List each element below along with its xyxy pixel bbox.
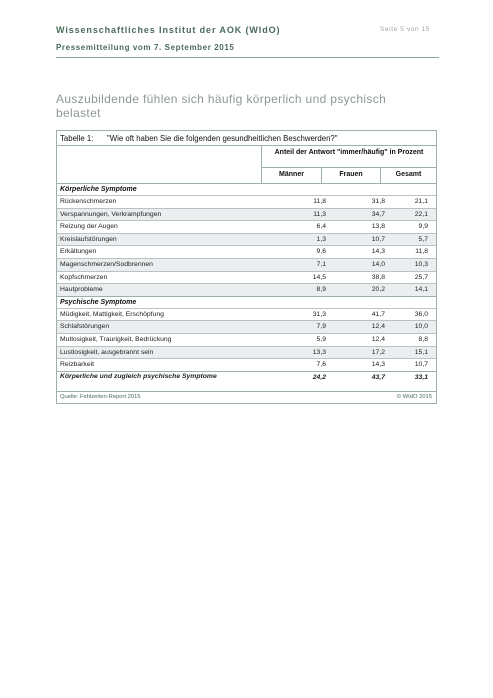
row-label: Lustlosigkeit, ausgebrannt sein: [60, 348, 154, 356]
cell-gesamt: 33,1: [414, 373, 428, 381]
table-row-total: [57, 371, 436, 391]
cell-maenner: 6,4: [316, 223, 326, 231]
table-footer: [57, 391, 436, 403]
table-row: [57, 245, 436, 258]
table-row: [57, 333, 436, 346]
cell-frauen: 41,7: [371, 310, 385, 318]
row-label: Schlafstörungen: [60, 323, 110, 331]
cell-maenner: 11,3: [313, 210, 326, 218]
table-row: [57, 258, 436, 271]
table-group-header: Anteil der Antwort "immer/häufig" in Prozent: [262, 146, 436, 168]
row-label: Mutlosigkeit, Traurigkeit, Bedrückung: [60, 335, 172, 343]
row-label: Kreislaufstörungen: [60, 235, 117, 243]
header-divider: [56, 57, 439, 58]
table-section-title: Psychische Symptome: [57, 296, 436, 308]
cell-gesamt: 10,0: [414, 323, 428, 331]
press-release-date: Pressemitteilung vom 7. September 2015: [56, 43, 235, 52]
table-row: [57, 358, 436, 371]
table-row: [57, 283, 436, 296]
cell-frauen: 38,8: [371, 273, 385, 281]
table-row: [57, 220, 436, 233]
symptoms-table: [56, 130, 437, 404]
cell-maenner: 8,9: [316, 286, 326, 294]
cell-gesamt: 5,7: [418, 235, 428, 243]
row-label: Erkältungen: [60, 248, 97, 256]
column-header-maenner: Männer: [279, 171, 304, 178]
cell-gesamt: 15,1: [414, 348, 428, 356]
row-label: Müdigkeit, Mattigkeit, Erschöpfung: [60, 310, 164, 318]
cell-frauen: 43,7: [371, 373, 385, 381]
cell-gesamt: 22,1: [414, 210, 428, 218]
cell-frauen: 12,4: [371, 323, 385, 331]
cell-maenner: 14,5: [312, 273, 326, 281]
cell-frauen: 14,0: [371, 260, 385, 268]
table-caption-text: "Wie oft haben Sie die folgenden gesundheitlichen Beschwerden?": [107, 134, 338, 143]
table-source: Quelle: Fehlzeiten-Report 2015: [60, 393, 141, 400]
cell-maenner: 7,9: [316, 323, 326, 331]
institute-name: Wissenschaftliches Institut der AOK (WIdO): [56, 25, 281, 35]
cell-gesamt: 25,7: [414, 273, 428, 281]
cell-frauen: 34,7: [371, 210, 385, 218]
cell-frauen: 31,8: [371, 198, 385, 205]
cell-frauen: 14,3: [371, 248, 385, 256]
row-label: Reizung der Augen: [60, 223, 118, 231]
section-heading: Auszubildende fühlen sich häufig körperlich und psychisch belastet: [56, 92, 387, 120]
table-row: [57, 308, 436, 321]
cell-gesamt: 14,1: [414, 286, 428, 294]
table-column-header: [57, 146, 436, 183]
table-row: [57, 233, 436, 246]
table-header-empty-cell: [57, 146, 261, 183]
table-row: [57, 195, 436, 208]
cell-frauen: 10,7: [371, 235, 385, 243]
cell-maenner: 1,3: [316, 235, 326, 243]
table-header-group: [261, 146, 436, 183]
cell-gesamt: 10,7: [414, 361, 428, 369]
cell-maenner: 9,6: [316, 248, 326, 256]
cell-frauen: 20,2: [371, 286, 385, 294]
cell-gesamt: 8,8: [418, 335, 428, 343]
row-label: Verspannungen, Verkrampfungen: [60, 210, 162, 218]
cell-maenner: 5,9: [316, 335, 326, 343]
cell-maenner: 11,8: [313, 198, 326, 205]
cell-gesamt: 21,1: [414, 198, 428, 205]
column-header-gesamt: Gesamt: [380, 168, 436, 183]
row-label: Kopfschmerzen: [60, 273, 108, 281]
row-label: Körperliche und zugleich psychische Symptome: [60, 373, 217, 381]
cell-gesamt: 10,3: [414, 260, 428, 268]
table-row: [57, 271, 436, 284]
cell-frauen: 12,4: [371, 335, 385, 343]
cell-maenner: 31,3: [312, 310, 326, 318]
table-section-title: Körperliche Symptome: [57, 183, 436, 195]
table-body: [57, 183, 436, 371]
table-column-labels: [262, 168, 436, 183]
table-row: [57, 346, 436, 359]
table-row: [57, 208, 436, 221]
cell-gesamt: 9,9: [418, 223, 428, 231]
column-header-frauen: Frauen: [321, 168, 380, 183]
cell-maenner: 7,6: [316, 361, 326, 369]
row-label: Rückenschmerzen: [60, 198, 117, 205]
table-copyright: © WIdO 2015: [396, 393, 432, 400]
cell-maenner: 7,1: [316, 260, 326, 268]
page-number: Seite 5 von 15: [380, 26, 430, 33]
row-label: Hautprobleme: [60, 286, 103, 294]
table-caption: [57, 131, 436, 146]
table-row: [57, 320, 436, 333]
cell-frauen: 13,8: [371, 223, 385, 231]
cell-maenner: 13,3: [312, 348, 326, 356]
table-caption-number: Tabelle 1:: [60, 134, 94, 143]
row-label: Magenschmerzen/Sodbrennen: [60, 260, 153, 268]
row-label: Reizbarkeit: [60, 361, 94, 369]
cell-frauen: 14,3: [371, 361, 385, 369]
cell-gesamt: 11,8: [415, 248, 428, 256]
cell-frauen: 17,2: [371, 348, 385, 356]
cell-maenner: 24,2: [312, 373, 326, 381]
cell-gesamt: 36,0: [414, 310, 428, 318]
